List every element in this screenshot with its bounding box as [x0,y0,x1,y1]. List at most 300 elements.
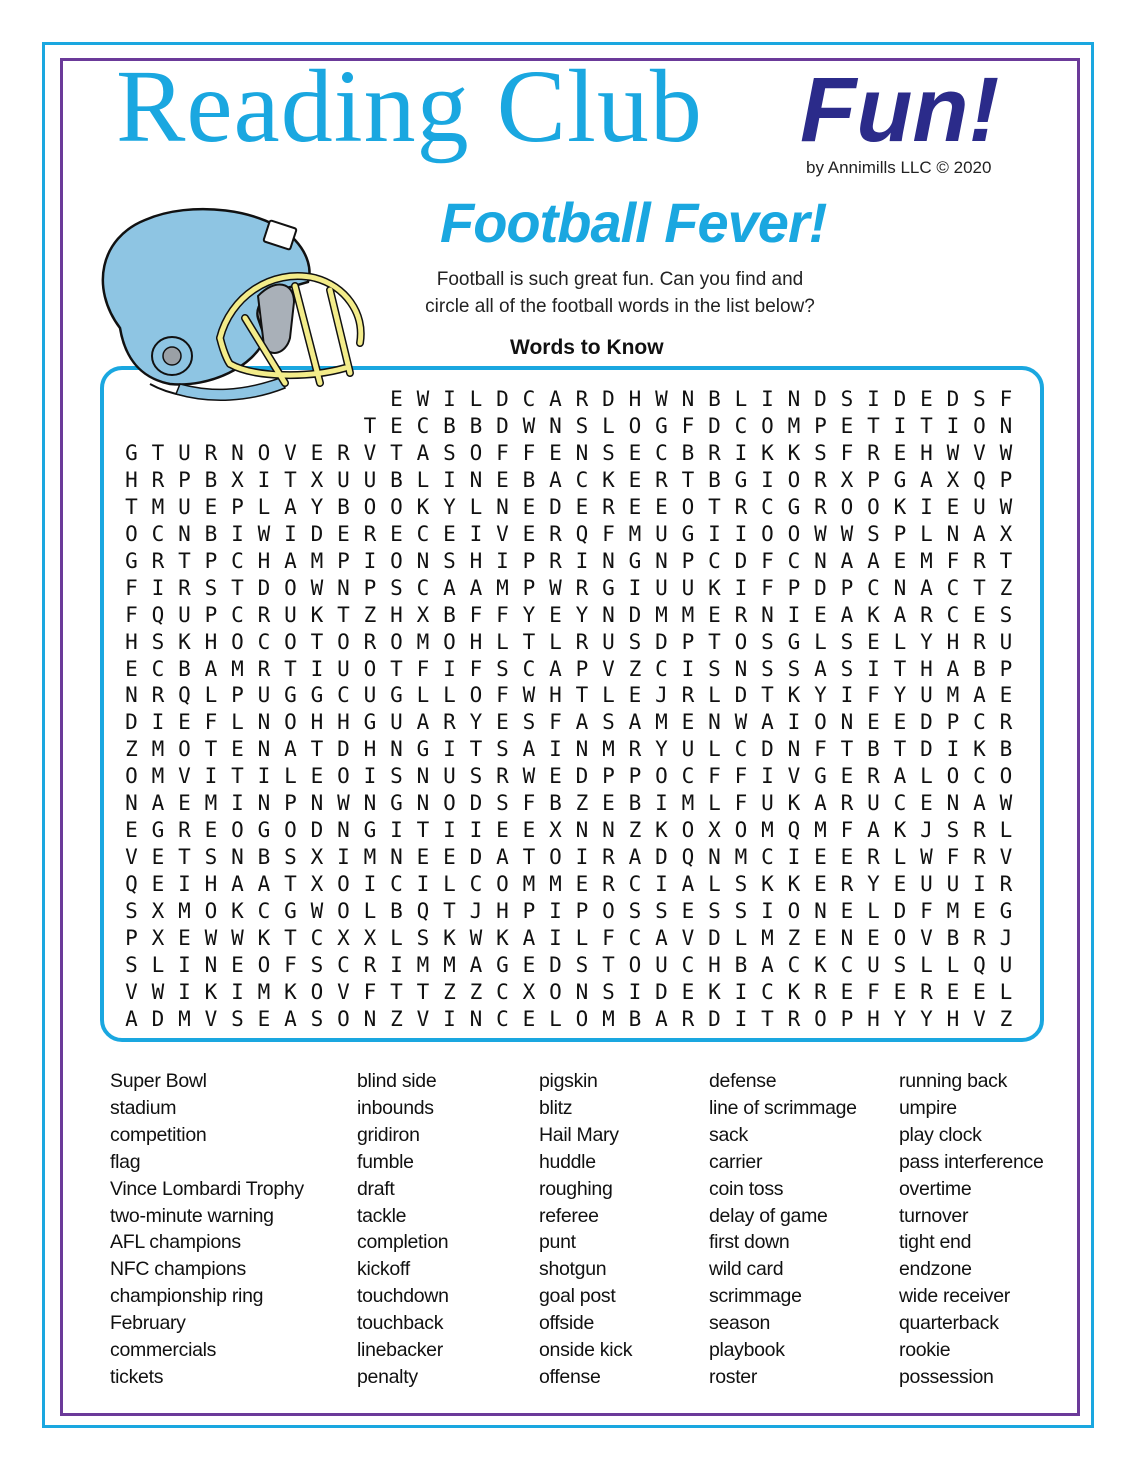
grid-letter[interactable]: Z [390,1006,403,1031]
grid-letter[interactable]: A [655,1006,668,1031]
grid-letter[interactable]: T [390,979,403,1004]
grid-letter[interactable]: T [761,683,774,708]
grid-letter[interactable]: L [443,683,456,708]
grid-letter[interactable]: I [469,521,483,546]
grid-letter[interactable]: O [363,494,377,519]
grid-letter[interactable]: S [390,575,403,600]
grid-letter[interactable]: F [469,602,483,627]
grid-letter[interactable]: P [681,548,695,573]
grid-letter[interactable]: I [257,467,271,492]
grid-letter[interactable]: H [310,710,324,735]
grid-letter[interactable]: T [337,602,350,627]
grid-letter[interactable]: M [549,872,562,897]
grid-letter[interactable]: U [443,764,456,789]
grid-letter[interactable]: I [655,791,668,816]
grid-letter[interactable]: R [337,440,350,465]
grid-letter[interactable]: B [390,467,403,492]
grid-letter[interactable]: O [787,467,801,492]
grid-letter[interactable]: I [284,521,297,546]
grid-letter[interactable]: E [840,845,854,870]
grid-letter[interactable]: V [337,979,350,1004]
grid-letter[interactable]: C [416,413,430,438]
grid-letter[interactable]: V [178,764,191,789]
grid-letter[interactable]: N [655,548,668,573]
grid-letter[interactable]: O [337,764,350,789]
grid-letter[interactable]: H [337,710,350,735]
grid-letter[interactable]: N [204,952,218,977]
grid-letter[interactable]: G [284,683,297,708]
grid-letter[interactable]: F [946,845,960,870]
grid-letter[interactable]: C [655,440,668,465]
grid-letter[interactable]: I [946,737,960,762]
grid-letter[interactable]: N [946,521,960,546]
grid-letter[interactable]: S [761,629,774,654]
grid-letter[interactable]: R [257,656,271,681]
grid-letter[interactable]: O [469,683,483,708]
grid-letter[interactable]: W [999,440,1013,465]
grid-letter[interactable]: K [893,818,907,843]
grid-letter[interactable]: C [734,737,748,762]
grid-letter[interactable]: N [257,791,271,816]
grid-letter[interactable]: I [761,387,774,411]
grid-letter[interactable]: N [575,440,589,465]
grid-letter[interactable]: R [363,521,377,546]
grid-letter[interactable]: I [681,656,695,681]
grid-letter[interactable]: N [310,791,324,816]
grid-letter[interactable]: V [496,521,509,546]
grid-letter[interactable]: N [840,710,854,735]
grid-letter[interactable]: O [575,1006,589,1031]
grid-letter[interactable]: D [655,979,668,1004]
grid-letter[interactable]: X [363,926,377,950]
grid-letter[interactable]: C [257,629,271,654]
grid-letter[interactable]: D [337,737,350,762]
grid-letter[interactable]: E [178,710,191,735]
grid-letter[interactable]: R [973,845,986,870]
grid-letter[interactable]: E [496,818,509,843]
grid-letter[interactable]: E [496,710,509,735]
grid-letter[interactable]: Y [893,683,907,708]
grid-letter[interactable]: B [549,791,562,816]
word-search-grid[interactable] [100,366,1044,1042]
grid-letter[interactable]: I [443,387,456,411]
grid-letter[interactable]: D [734,683,748,708]
grid-letter[interactable]: N [390,845,403,870]
grid-letter[interactable]: E [681,979,695,1004]
grid-letter[interactable]: M [734,845,748,870]
grid-letter[interactable]: S [575,952,589,977]
grid-letter[interactable]: L [602,413,615,438]
grid-letter[interactable]: U [363,683,377,708]
grid-letter[interactable]: C [151,656,165,681]
grid-letter[interactable]: P [522,575,536,600]
grid-letter[interactable]: A [416,440,430,465]
grid-letter[interactable]: O [469,440,483,465]
grid-letter[interactable]: L [893,845,907,870]
grid-letter[interactable]: I [231,521,244,546]
grid-letter[interactable]: E [867,629,880,654]
grid-letter[interactable]: F [549,710,562,735]
grid-letter[interactable]: E [390,521,403,546]
grid-letter[interactable]: S [708,899,721,924]
grid-letter[interactable]: R [178,818,191,843]
grid-letter[interactable]: E [151,872,165,897]
grid-letter[interactable]: P [628,764,642,789]
grid-letter[interactable]: C [337,683,350,708]
grid-letter[interactable]: O [337,899,350,924]
grid-letter[interactable]: K [443,926,456,950]
grid-letter[interactable]: R [363,952,377,977]
grid-letter[interactable]: W [522,683,536,708]
grid-letter[interactable]: E [310,440,324,465]
grid-letter[interactable]: A [257,872,271,897]
grid-letter[interactable]: E [125,656,138,681]
grid-letter[interactable]: A [496,845,509,870]
grid-letter[interactable]: C [655,656,668,681]
grid-letter[interactable]: H [204,629,218,654]
grid-letter[interactable]: E [920,387,933,411]
grid-letter[interactable]: E [549,764,562,789]
grid-letter[interactable]: D [602,387,615,411]
grid-letter[interactable]: S [628,899,642,924]
grid-letter[interactable]: S [443,548,456,573]
grid-letter[interactable]: X [999,521,1013,546]
grid-letter[interactable]: N [496,494,509,519]
grid-letter[interactable]: E [549,602,562,627]
grid-letter[interactable]: V [204,1006,218,1031]
grid-letter[interactable]: W [920,845,933,870]
grid-letter[interactable]: Z [999,1006,1013,1031]
grid-letter[interactable]: M [257,979,271,1004]
grid-letter[interactable]: O [337,872,350,897]
grid-letter[interactable]: T [443,899,456,924]
grid-letter[interactable]: P [787,575,801,600]
grid-letter[interactable]: S [575,413,589,438]
grid-letter[interactable]: E [893,710,907,735]
grid-letter[interactable]: L [257,494,271,519]
grid-letter[interactable]: R [575,387,589,411]
grid-letter[interactable]: C [496,979,509,1004]
grid-letter[interactable]: Y [920,1006,933,1031]
grid-letter[interactable]: L [390,926,403,950]
grid-letter[interactable]: S [390,764,403,789]
grid-letter[interactable]: A [628,710,642,735]
grid-letter[interactable]: S [655,899,668,924]
grid-letter[interactable]: W [522,413,536,438]
grid-letter[interactable]: Q [125,872,138,897]
grid-letter[interactable]: I [946,413,960,438]
grid-letter[interactable]: T [522,845,536,870]
grid-letter[interactable]: N [575,737,589,762]
grid-letter[interactable]: R [867,764,880,789]
grid-letter[interactable]: T [390,440,403,465]
grid-letter[interactable]: N [893,575,907,600]
grid-letter[interactable]: K [204,979,218,1004]
grid-letter[interactable]: K [602,467,615,492]
grid-letter[interactable]: A [125,1006,138,1031]
grid-letter[interactable]: N [602,548,615,573]
grid-letter[interactable]: E [708,602,721,627]
grid-letter[interactable]: M [151,764,165,789]
grid-letter[interactable]: C [469,872,483,897]
grid-letter[interactable]: A [920,575,933,600]
grid-letter[interactable]: T [284,467,297,492]
grid-letter[interactable]: Q [681,845,695,870]
grid-letter[interactable]: M [681,791,695,816]
grid-letter[interactable]: I [178,872,191,897]
grid-letter[interactable]: F [522,791,536,816]
grid-letter[interactable]: B [337,494,350,519]
grid-letter[interactable]: I [867,387,880,411]
grid-letter[interactable]: A [867,818,880,843]
grid-letter[interactable]: O [284,818,297,843]
grid-letter[interactable]: H [708,952,721,977]
grid-letter[interactable]: A [469,952,483,977]
grid-letter[interactable]: R [681,1006,695,1031]
grid-letter[interactable]: L [496,629,509,654]
grid-letter[interactable]: I [840,683,854,708]
grid-letter[interactable]: U [655,521,668,546]
grid-letter[interactable]: C [867,575,880,600]
grid-letter[interactable]: E [628,683,642,708]
grid-letter[interactable]: D [893,387,907,411]
grid-letter[interactable]: V [602,656,615,681]
grid-letter[interactable]: W [310,575,324,600]
grid-letter[interactable]: A [575,710,589,735]
grid-letter[interactable]: I [363,764,377,789]
grid-letter[interactable]: R [628,737,642,762]
grid-letter[interactable]: C [390,872,403,897]
grid-letter[interactable]: L [469,494,483,519]
grid-letter[interactable]: W [549,575,562,600]
grid-letter[interactable]: H [946,1006,960,1031]
grid-letter[interactable]: T [999,548,1013,573]
grid-letter[interactable]: F [761,575,774,600]
grid-letter[interactable]: N [761,602,774,627]
grid-letter[interactable]: L [469,387,483,411]
grid-letter[interactable]: K [231,899,244,924]
grid-letter[interactable]: D [310,818,324,843]
grid-letter[interactable]: U [867,952,880,977]
grid-letter[interactable]: Y [814,683,827,708]
grid-letter[interactable]: S [734,872,748,897]
grid-letter[interactable]: I [787,602,801,627]
grid-letter[interactable]: C [946,602,960,627]
grid-letter[interactable]: W [416,387,430,411]
grid-letter[interactable]: S [628,629,642,654]
grid-letter[interactable]: M [655,602,668,627]
grid-letter[interactable]: A [893,764,907,789]
grid-letter[interactable]: P [999,467,1013,492]
grid-letter[interactable]: N [363,791,377,816]
grid-letter[interactable]: S [204,845,218,870]
grid-letter[interactable]: R [257,602,271,627]
grid-letter[interactable]: C [310,926,324,950]
grid-letter[interactable]: B [178,656,191,681]
grid-letter[interactable]: T [231,764,244,789]
grid-letter[interactable]: D [734,548,748,573]
grid-letter[interactable]: I [575,845,589,870]
grid-letter[interactable]: G [655,413,668,438]
grid-letter[interactable]: L [708,737,721,762]
grid-letter[interactable]: K [416,494,430,519]
grid-letter[interactable]: K [496,926,509,950]
grid-letter[interactable]: F [284,952,297,977]
grid-letter[interactable]: K [787,791,801,816]
grid-letter[interactable]: G [390,683,403,708]
grid-letter[interactable]: D [257,575,271,600]
grid-letter[interactable]: D [655,845,668,870]
grid-letter[interactable]: A [549,656,562,681]
grid-letter[interactable]: R [814,979,827,1004]
grid-letter[interactable]: O [628,413,642,438]
grid-letter[interactable]: N [814,899,827,924]
grid-letter[interactable]: O [284,575,297,600]
grid-letter[interactable]: C [734,413,748,438]
grid-letter[interactable]: I [867,656,880,681]
grid-letter[interactable]: N [178,521,191,546]
grid-letter[interactable]: U [655,575,668,600]
grid-letter[interactable]: W [257,521,271,546]
grid-letter[interactable]: I [390,818,403,843]
grid-letter[interactable]: T [284,656,297,681]
grid-letter[interactable]: H [920,440,933,465]
grid-letter[interactable]: F [946,548,960,573]
grid-letter[interactable]: F [867,683,880,708]
grid-letter[interactable]: H [628,387,642,411]
grid-letter[interactable]: L [946,952,960,977]
grid-letter[interactable]: I [761,467,774,492]
grid-letter[interactable]: U [655,952,668,977]
grid-letter[interactable]: E [151,845,165,870]
grid-letter[interactable]: K [708,979,721,1004]
grid-letter[interactable]: O [125,521,138,546]
grid-letter[interactable]: I [443,656,456,681]
grid-letter[interactable]: T [708,494,721,519]
grid-letter[interactable]: U [178,440,191,465]
grid-letter[interactable]: F [496,683,509,708]
grid-letter[interactable]: S [814,440,827,465]
grid-letter[interactable]: A [920,467,933,492]
grid-letter[interactable]: R [920,602,933,627]
grid-letter[interactable]: X [231,467,244,492]
grid-letter[interactable]: U [973,494,986,519]
grid-letter[interactable]: N [469,467,483,492]
grid-letter[interactable]: V [681,926,695,950]
grid-letter[interactable]: U [257,683,271,708]
grid-letter[interactable]: I [787,710,801,735]
grid-letter[interactable]: H [390,602,403,627]
grid-letter[interactable]: G [999,899,1013,924]
grid-letter[interactable]: W [469,926,483,950]
grid-letter[interactable]: T [231,575,244,600]
grid-letter[interactable]: P [867,467,880,492]
grid-letter[interactable]: B [628,1006,642,1031]
grid-letter[interactable]: R [151,548,165,573]
grid-letter[interactable]: M [443,952,456,977]
grid-letter[interactable]: Y [867,872,880,897]
grid-letter[interactable]: H [363,737,377,762]
grid-letter[interactable]: S [840,656,854,681]
grid-letter[interactable]: P [337,548,350,573]
grid-letter[interactable]: A [655,926,668,950]
grid-letter[interactable]: C [522,656,536,681]
grid-letter[interactable]: N [416,764,430,789]
grid-letter[interactable]: F [999,387,1013,411]
grid-letter[interactable]: E [178,926,191,950]
grid-letter[interactable]: C [708,548,721,573]
grid-letter[interactable]: K [178,629,191,654]
grid-letter[interactable]: I [443,818,456,843]
grid-letter[interactable]: A [867,548,880,573]
grid-letter[interactable]: E [814,926,827,950]
grid-letter[interactable]: X [151,899,165,924]
grid-letter[interactable]: M [416,629,430,654]
grid-letter[interactable]: L [575,926,589,950]
grid-letter[interactable]: L [734,926,748,950]
grid-letter[interactable]: M [655,710,668,735]
grid-letter[interactable]: F [920,899,933,924]
grid-letter[interactable]: Y [469,710,483,735]
grid-letter[interactable]: B [708,467,721,492]
grid-letter[interactable]: X [310,845,324,870]
grid-letter[interactable]: A [761,952,774,977]
grid-letter[interactable]: L [867,899,880,924]
grid-letter[interactable]: G [787,494,801,519]
grid-letter[interactable]: Z [787,926,801,950]
grid-letter[interactable]: D [708,1006,721,1031]
grid-letter[interactable]: V [125,979,138,1004]
grid-letter[interactable]: S [734,899,748,924]
grid-letter[interactable]: L [231,710,244,735]
grid-letter[interactable]: V [973,440,986,465]
grid-letter[interactable]: E [814,872,827,897]
grid-letter[interactable]: F [522,440,536,465]
grid-letter[interactable]: K [893,494,907,519]
grid-letter[interactable]: M [814,818,827,843]
grid-letter[interactable]: S [310,952,324,977]
grid-letter[interactable]: N [602,818,615,843]
grid-letter[interactable]: I [363,872,377,897]
grid-letter[interactable]: T [867,413,880,438]
grid-letter[interactable]: E [814,845,827,870]
grid-letter[interactable]: W [522,764,536,789]
grid-letter[interactable]: W [337,791,350,816]
grid-letter[interactable]: A [469,575,483,600]
grid-letter[interactable]: B [867,737,880,762]
grid-letter[interactable]: E [946,494,960,519]
grid-letter[interactable]: U [178,602,191,627]
grid-letter[interactable]: A [973,521,986,546]
grid-letter[interactable]: S [867,521,880,546]
grid-letter[interactable]: D [655,629,668,654]
grid-letter[interactable]: N [363,1006,377,1031]
grid-letter[interactable]: C [416,575,430,600]
grid-letter[interactable]: B [946,926,960,950]
grid-letter[interactable]: M [628,521,642,546]
grid-letter[interactable]: P [575,899,589,924]
grid-letter[interactable]: C [840,952,854,977]
grid-letter[interactable]: Y [522,602,536,627]
grid-letter[interactable]: E [231,952,244,977]
grid-letter[interactable]: O [814,1006,827,1031]
grid-letter[interactable]: T [363,413,377,438]
grid-letter[interactable]: A [628,845,642,870]
grid-letter[interactable]: D [496,387,509,411]
grid-letter[interactable]: C [257,899,271,924]
grid-letter[interactable]: V [999,845,1013,870]
grid-letter[interactable]: S [443,440,456,465]
